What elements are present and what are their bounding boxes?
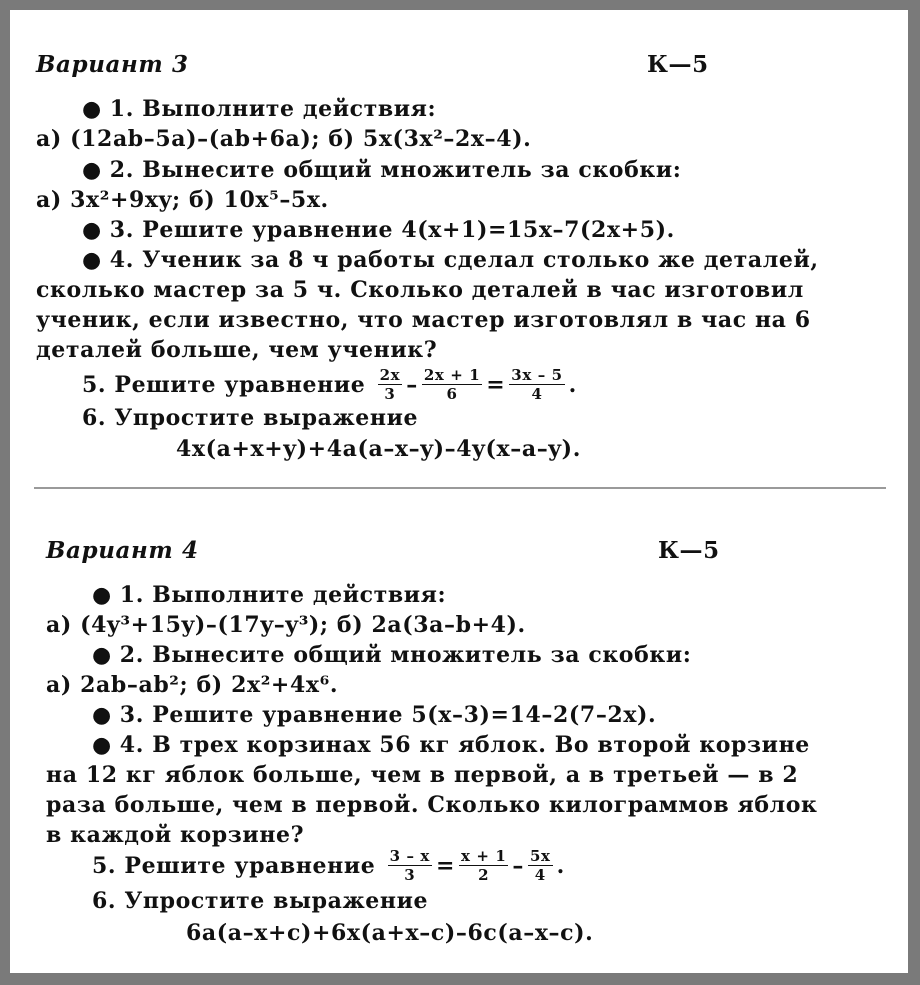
task-4-line-2: на 12 кг яблок больше, чем в первой, а в третьей — в 2 xyxy=(46,762,799,788)
equals-sign: = xyxy=(435,853,455,879)
variant-3-title: Вариант 3 xyxy=(36,51,189,78)
equals-sign: = xyxy=(486,372,506,398)
task-2-heading xyxy=(92,640,691,670)
task-2-body: а) 2ab–ab²; б) 2x²+4x⁶. xyxy=(46,672,339,698)
task-1-heading-text: 1. Выполните действия: xyxy=(109,96,437,122)
bullet-icon: ● xyxy=(82,96,102,122)
variant-4-code: К—5 xyxy=(658,537,720,564)
task-6-label: 6. Упростите выражение xyxy=(82,405,419,431)
task-2-body: а) 3x²+9xy; б) 10x⁵–5x. xyxy=(36,187,329,213)
task-5 xyxy=(82,365,577,405)
task-4-line-4: в каждой корзине? xyxy=(46,822,305,848)
fraction-2: $\frac{x + 1}{2}$ xyxy=(460,846,507,884)
task-3 xyxy=(92,700,656,730)
task-6-expression: 4x(a+x+y)+4a(a–x–y)–4y(x–a–y). xyxy=(176,436,581,462)
task-4-line-3: раза больше, чем в первой. Сколько килограммов яблок xyxy=(46,792,818,818)
task-3-text: 3. Решите уравнение 4(x+1)=15x–7(2x+5). xyxy=(109,217,675,243)
task-4-line-1 xyxy=(92,730,810,760)
task-1-heading xyxy=(82,94,436,124)
fraction-3: $\frac{5x}{4}$ xyxy=(530,846,551,884)
bullet-icon: ● xyxy=(82,217,102,243)
minus-sign: – xyxy=(512,853,524,879)
task-6-label: 6. Упростите выражение xyxy=(92,888,429,914)
bullet-icon: ● xyxy=(92,642,112,668)
task-1-heading xyxy=(92,580,446,610)
task-2-heading xyxy=(82,155,681,185)
task-4-line-2: сколько мастер за 5 ч. Сколько деталей в час изготовил xyxy=(36,277,804,303)
task-3-text: 3. Решите уравнение 5(x–3)=14–2(7–2x). xyxy=(119,702,657,728)
bullet-icon: ● xyxy=(92,582,112,608)
task-5-label: 5. Решите уравнение xyxy=(92,853,376,879)
variant-3-code: К—5 xyxy=(647,51,709,78)
bullet-icon: ● xyxy=(82,247,102,273)
fraction-3: $\frac{3x - 5}{4}$ xyxy=(511,365,563,403)
minus-sign: – xyxy=(406,372,418,398)
period: . xyxy=(568,372,577,398)
bullet-icon: ● xyxy=(92,702,112,728)
task-2-heading-text: 2. Вынесите общий множитель за скобки: xyxy=(119,642,692,668)
task-5 xyxy=(92,846,565,886)
fraction-1: $\frac{2x}{3}$ xyxy=(379,365,401,403)
task-1-body: а) (4y³+15y)–(17y–y³); б) 2a(3a–b+4). xyxy=(46,612,526,638)
task-6-expression: 6a(a–x+c)+6x(a+x–c)–6c(a–x–c). xyxy=(186,920,594,946)
fraction-1: $\frac{3 - x}{3}$ xyxy=(389,846,430,884)
task-2-heading-text: 2. Вынесите общий множитель за скобки: xyxy=(109,157,682,183)
task-3 xyxy=(82,215,675,245)
task-1-body: а) (12ab–5a)–(ab+6a); б) 5x(3x²–2x–4). xyxy=(36,126,532,152)
task-1-heading-text: 1. Выполните действия: xyxy=(119,582,447,608)
section-divider xyxy=(34,487,886,489)
task-4-line-1 xyxy=(82,245,819,275)
variant-4-title: Вариант 4 xyxy=(46,537,199,564)
bullet-icon: ● xyxy=(82,157,102,183)
bullet-icon: ● xyxy=(92,732,112,758)
task-4-line-1-text: 4. Ученик за 8 ч работы сделал столько же деталей, xyxy=(109,247,819,273)
task-4-line-4: деталей больше, чем ученик? xyxy=(36,337,438,363)
task-5-label: 5. Решите уравнение xyxy=(82,372,366,398)
fraction-2: $\frac{2x + 1}{6}$ xyxy=(423,365,481,403)
worksheet-page xyxy=(10,10,908,973)
period: . xyxy=(556,853,565,879)
task-4-line-1-text: 4. В трех корзинах 56 кг яблок. Во второй корзине xyxy=(119,732,810,758)
task-4-line-3: ученик, если известно, что мастер изготовлял в час на 6 xyxy=(36,307,811,333)
